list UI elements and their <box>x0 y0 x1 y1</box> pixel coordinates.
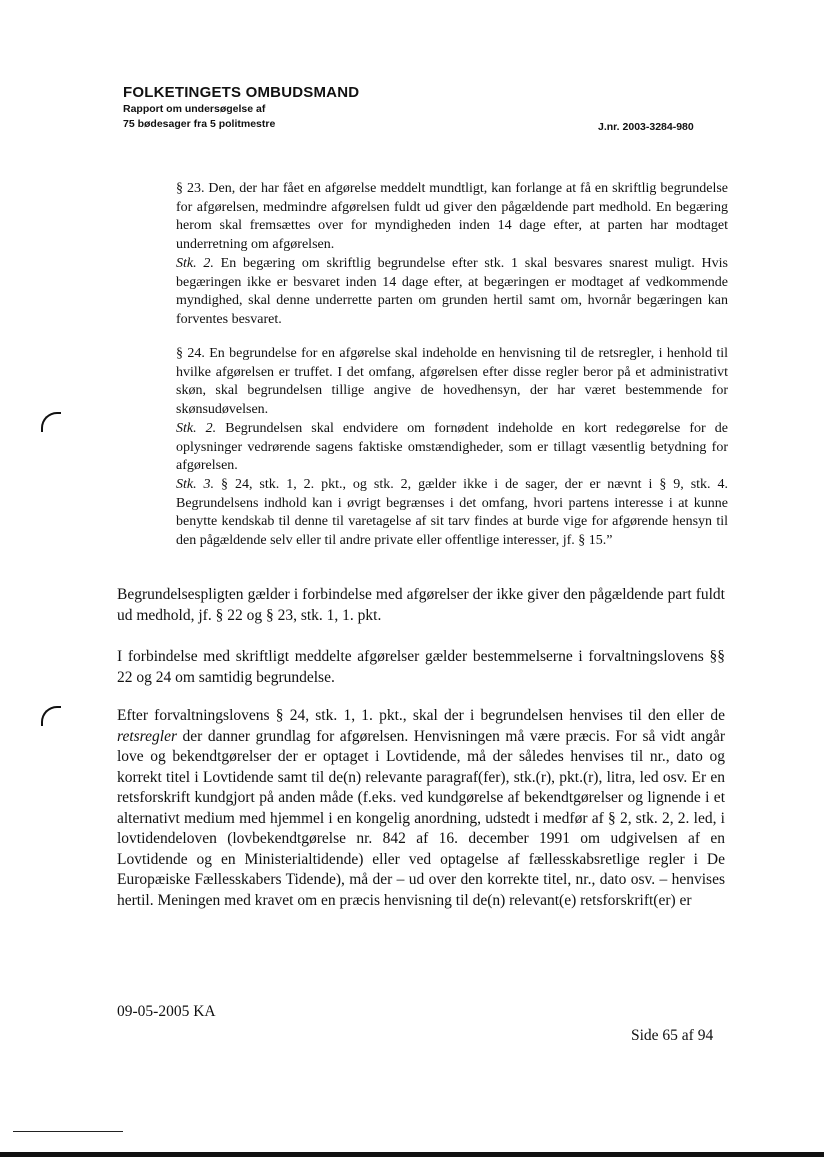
para3-text-a: Efter forvaltningslovens § 24, stk. 1, 1. pkt., skal der i begrundelsen henvises til den eller de <box>117 707 725 724</box>
body-paragraph-2: I forbindelse med skriftligt meddelte afgørelser gælder bestemmelserne i forvaltningslovens §§ 22 og 24 om samtidig begrundelse. <box>117 648 725 686</box>
section-24-stk2 <box>176 420 728 476</box>
report-subtitle-line2: 75 bødesager fra 5 politmestre <box>123 118 276 130</box>
section-24-stk3 <box>176 476 728 551</box>
footnote-divider <box>13 1131 123 1132</box>
section-24-text: § 24. En begrundelse for en afgørelse skal indeholde en henvisning til de retsregler, i henhold til hvilke afgørelsen er truffet. I det omfang, afgørelsen efter disse regler beror på et administrativt skøn, skal begrundelsen tillige angive de hovedhensyn, der har været bestemmende for skønsudøvelsen. <box>176 346 728 418</box>
section-23-stk2-text: En begæring om skriftlig begrundelse efter stk. 1 skal besvares snarest muligt. Hvis begæringen ikke er besvaret inden 14 dage efter, at begæringen er modtaget af vedkommende myndighed, skal denne underrette parten om grunden hertil samt om, hvornår begæringen kan forventes besvaret. <box>176 255 729 327</box>
section-23-text: § 23. Den, der har fået en afgørelse meddelt mundtligt, kan forlange at få en skriftlig begrundelse for afgørelsen, medmindre afgørelsen fuldt ud giver den pågældende part medhold. En begæring herom skal fremsættes over for myndigheden inden 14 dage efter, at parten har modtaget underretning om afgørelsen. <box>176 181 728 253</box>
report-subtitle-line1: Rapport om undersøgelse af <box>123 103 266 115</box>
margin-mark <box>41 412 61 432</box>
footer-date: 09-05-2005 KA <box>117 1003 216 1020</box>
page-number: Side 65 af 94 <box>631 1027 714 1044</box>
body-paragraph-1: Begrundelsespligten gælder i forbindelse med afgørelser der ikke giver den pågældende part fuldt ud medhold, jf. § 22 og § 23, stk. 1, 1. pkt. <box>117 586 725 624</box>
quote-section-24 <box>176 345 728 551</box>
journal-number: J.nr. 2003-3284-980 <box>598 121 694 133</box>
section-24-stk2-label: Stk. 2. <box>176 420 217 436</box>
quote-section-23 <box>176 180 728 330</box>
section-24-stk3-label: Stk. 3. <box>176 476 215 492</box>
section-24-stk3-text: § 24, stk. 1, 2. pkt., og stk. 2, gælder ikke i de sager, der er nævnt i § 9, stk. 4. Begrundelsens indhold kan i øvrigt begrænses i det omfang, hvori partens interesse i at kunne benytte kendskab til denne til varetagelse af sit tarv findes at burde vige for afgørende hensyn til den pågældende selv eller til andre private eller offentlige interesser, jf. § 15.” <box>176 476 729 549</box>
margin-mark <box>41 706 61 726</box>
page-bottom-rule <box>0 1152 824 1157</box>
section-23-stk2 <box>176 255 728 330</box>
section-23-stk2-label: Stk. 2. <box>176 255 214 271</box>
organization-name: FOLKETINGETS OMBUDSMAND <box>123 84 360 101</box>
para3-text-b: der danner grundlag for afgørelsen. Henvisningen må være præcis. For så vidt angår love og bekendtgørelser der er optaget i Lovtidende, må der således henvises til nr., dato og korrekt titel i Lovtidende samt til de(n) relevante paragraf(fer), stk.(r), pkt.(r), litra, led osv. Er en retsforskrift kundgjort på anden måde (f.eks. ved kundgørelse af bekendtgørelser og lignende i et alternativt medium med hjemmel i en kongelig anordning, udstedt i medfør af § 2, stk. 2, 2. led, i lovtidendeloven (lovbekendtgørelse nr. 842 af 16. december 1991 om udgivelsen af en Lovtidende og en Ministerialtidende) eller ved optagelse af fællesskabsretlige regler i De Europæiske Fællesskabers Tidende), må der – ud over den korrekte titel, nr., dato osv. – henvises hertil. Meningen med kravet om en præcis henvisning til de(n) relevant(e) retsforskrift(er) er <box>117 727 726 909</box>
section-24-stk2-text: Begrundelsen skal endvidere om fornødent indeholde en kort redegørelse for de oplysninger vedrørende sagens faktiske omstændigheder, som er tillagt væsentlig betydning for afgørelsen. <box>176 420 728 474</box>
para3-emphasis: retsregler <box>117 727 177 745</box>
body-paragraph-3 <box>117 706 725 911</box>
